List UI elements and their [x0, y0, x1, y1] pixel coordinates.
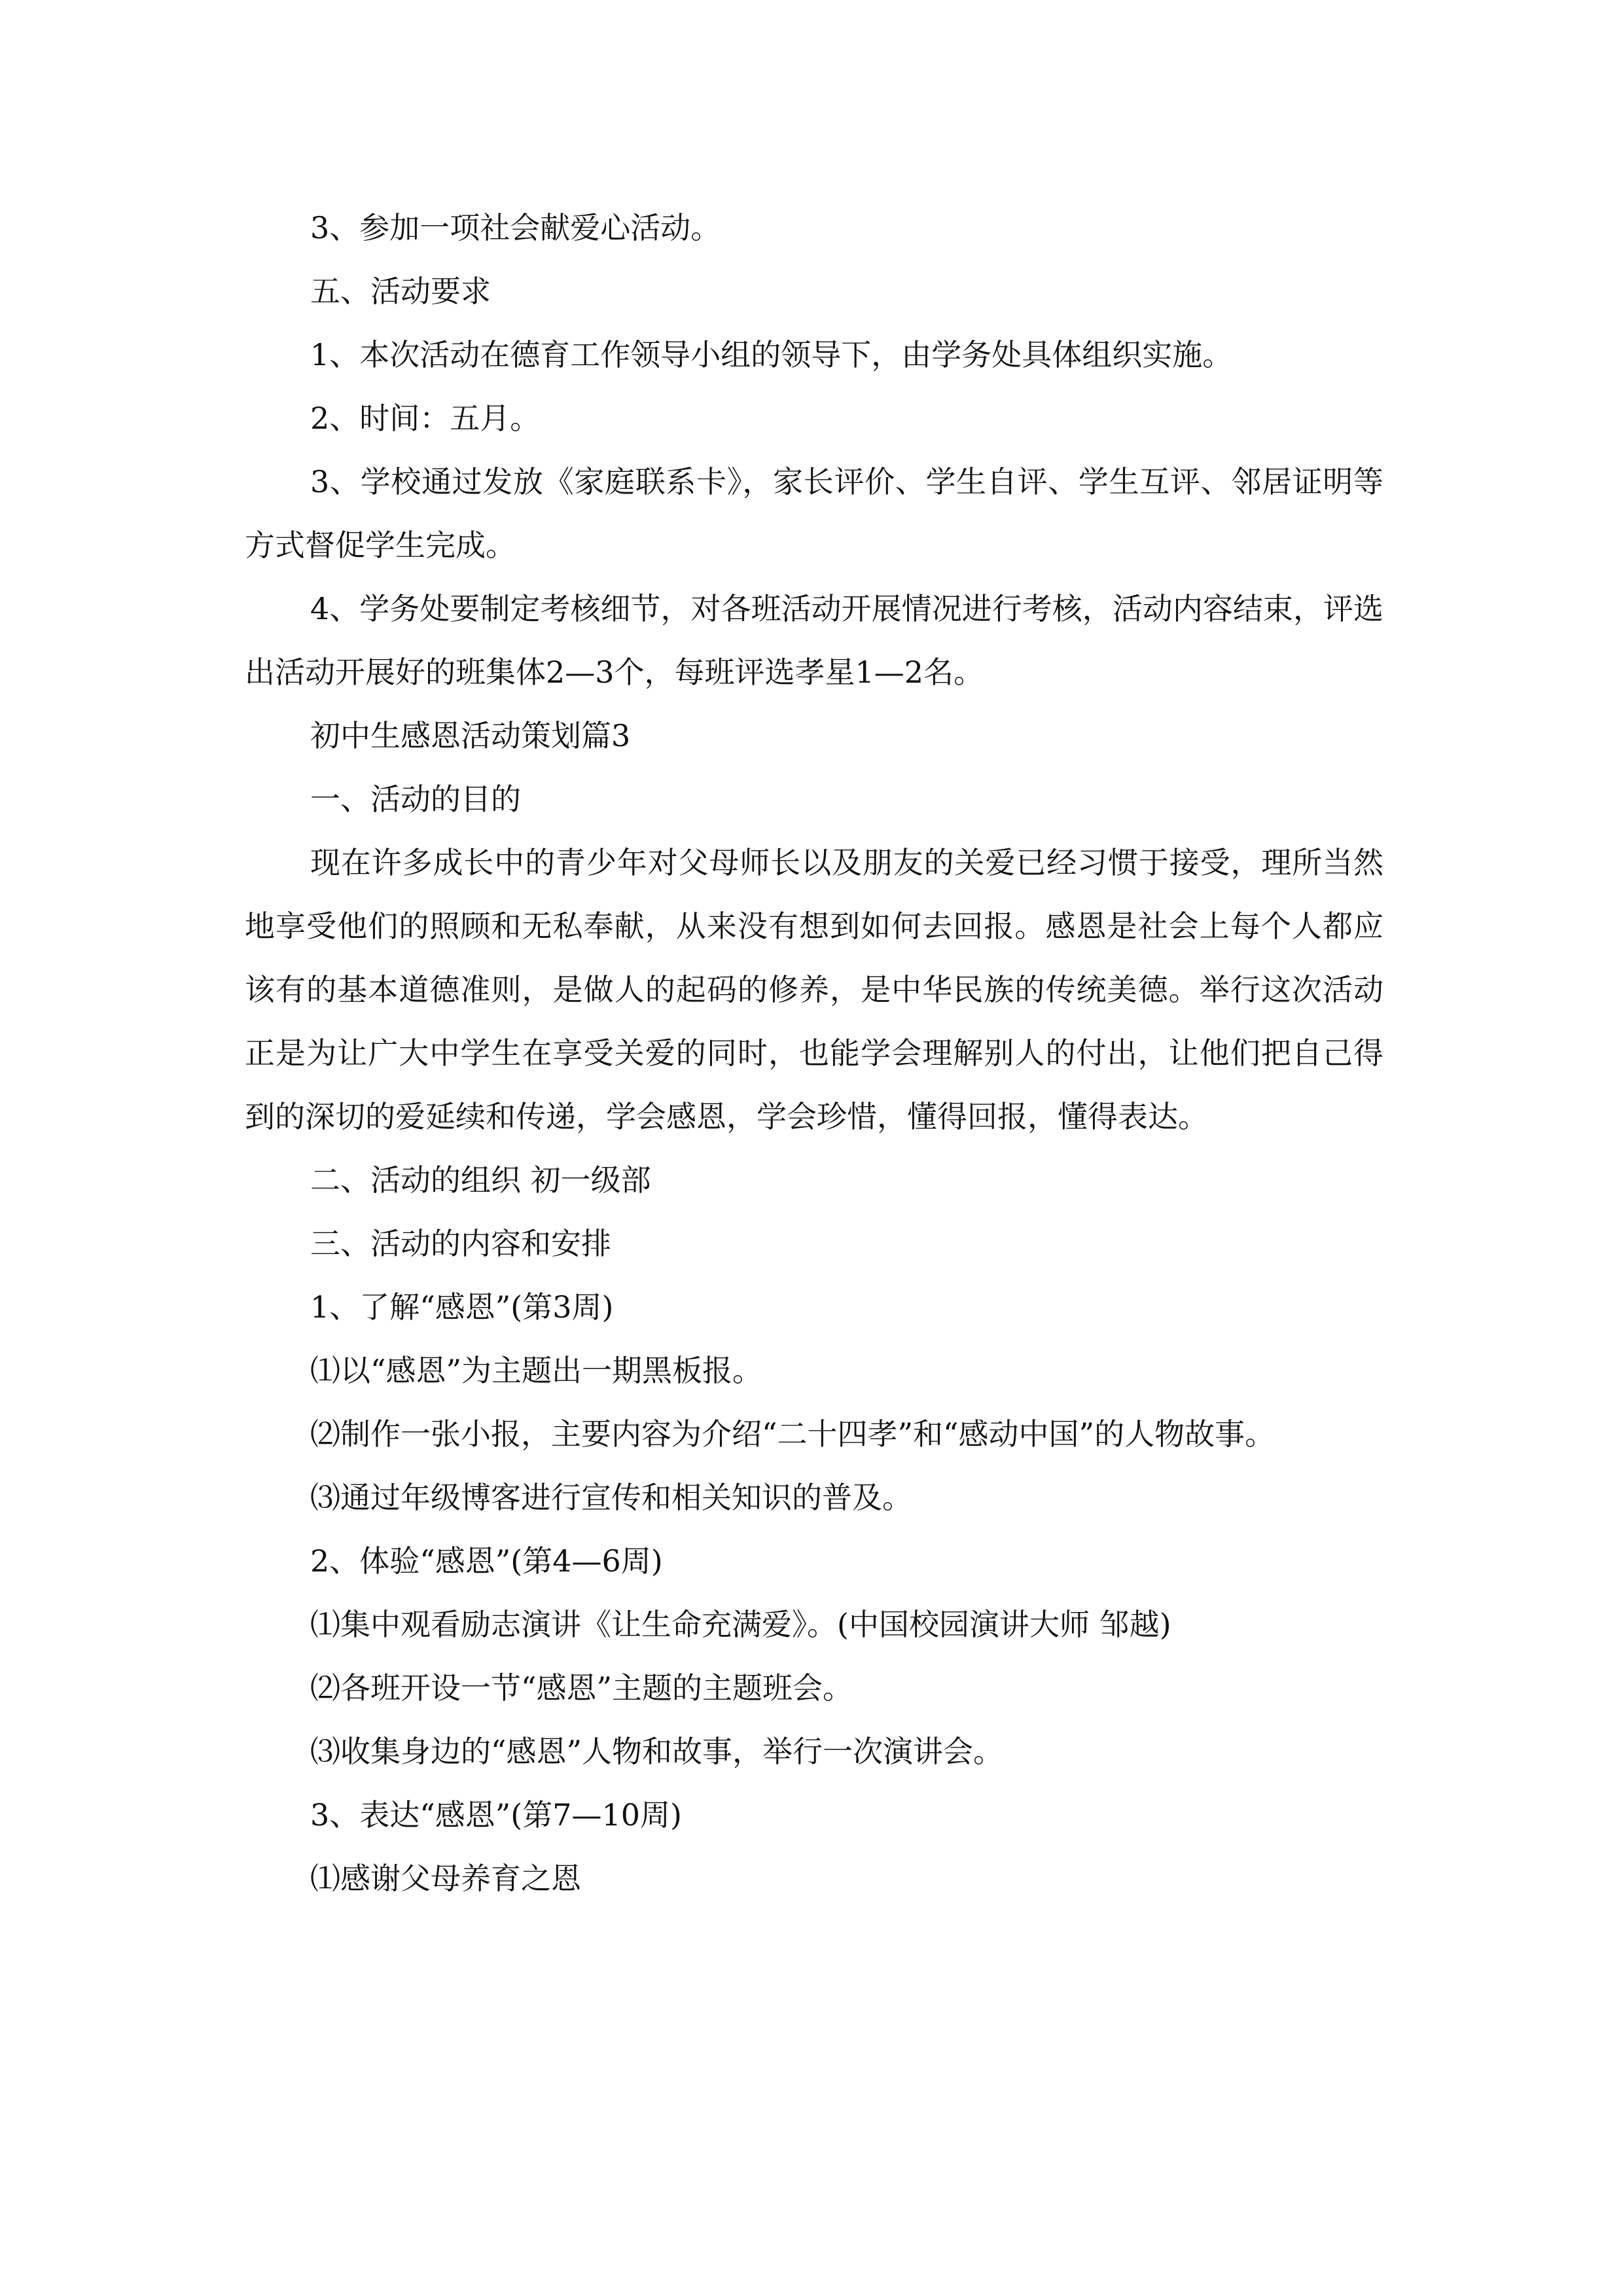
- paragraph: 2、时间：五月。: [310, 401, 541, 436]
- list-item: ⑶通过年级博客进行宣传和相关知识的普及。: [310, 1480, 912, 1515]
- paragraph: 3、学校通过发放《家庭联系卡》，家长评价、学生自评、学生互评、邻居证明等方式督促学生完成。: [245, 464, 1383, 563]
- article-title: 初中生感恩活动策划篇3: [310, 718, 631, 753]
- list-item: ⑵制作一张小报，主要内容为介绍“二十四孝”和“感动中国”的人物故事。: [310, 1416, 1275, 1452]
- paragraph: 3、参加一项社会献爱心活动。: [310, 210, 721, 245]
- paragraph: 1、本次活动在德育工作领导小组的领导下，由学务处具体组织实施。: [310, 337, 1233, 372]
- document-body: [245, 196, 1383, 1910]
- sub-heading: 1、了解“感恩”(第3周): [310, 1289, 614, 1325]
- list-item: ⑵各班开设一节“感恩”主题的主题班会。: [310, 1670, 853, 1706]
- section-heading: 三、活动的内容和安排: [310, 1226, 611, 1261]
- list-item: ⑶收集身边的“感恩”人物和故事，举行一次演讲会。: [310, 1734, 1004, 1769]
- list-item: ⑴以“感恩”为主题出一期黑板报。: [310, 1353, 763, 1388]
- paragraph: 4、学务处要制定考核细节，对各班活动开展情况进行考核，活动内容结束，评选出活动开展好的班集体2—3个，每班评选孝星1—2名。: [245, 591, 1383, 690]
- list-item: ⑴集中观看励志演讲《让生命充满爱》。(中国校园演讲大师 邹越): [310, 1607, 1171, 1642]
- list-item: ⑴感谢父母养育之恩: [310, 1861, 581, 1896]
- paragraph: 现在许多成长中的青少年对父母师长以及朋友的关爱已经习惯于接受，理所当然地享受他们的照顾和无私奉献，从来没有想到如何去回报。感恩是社会上每个人都应该有的基本道德准则，是做人的起码的修养，是中华民族的传统美德。举行这次活动正是为让广大中学生在享受关爱的同时，也能学会理解别人的付出，让他们把自己得到的深切的爱延续和传递，学会感恩，学会珍惜，懂得回报，懂得表达。: [245, 845, 1383, 1134]
- section-heading: 二、活动的组织 初一级部: [310, 1162, 651, 1198]
- sub-heading: 3、表达“感恩”(第7—10周): [310, 1797, 682, 1833]
- sub-heading: 2、体验“感恩”(第4—6周): [310, 1543, 663, 1579]
- section-heading: 一、活动的目的: [310, 781, 521, 817]
- section-heading: 五、活动要求: [310, 274, 491, 309]
